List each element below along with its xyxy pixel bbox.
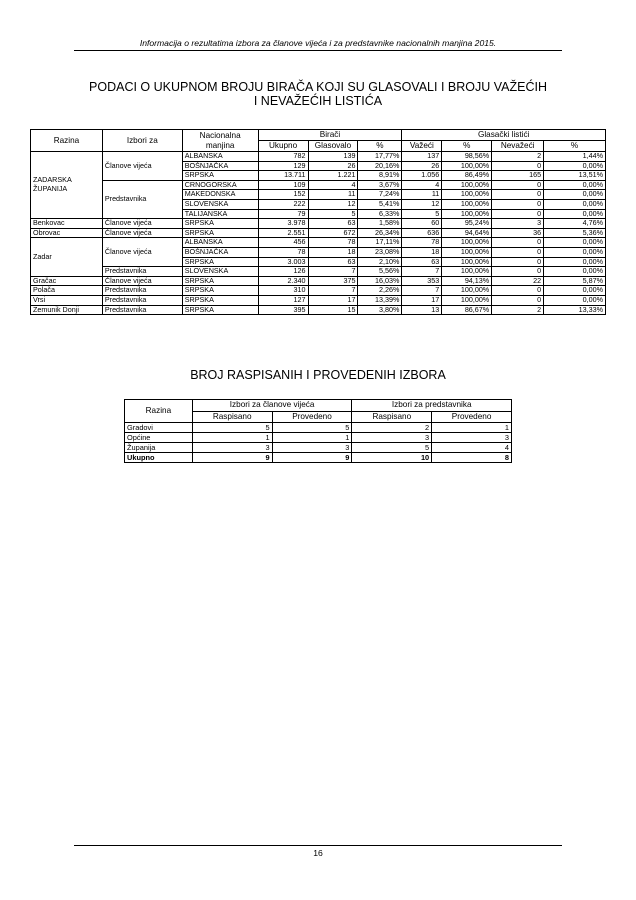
cell-vazeci: 7 bbox=[402, 286, 442, 296]
cell-vazeci: 12 bbox=[402, 199, 442, 209]
cell-nevazeci: 2 bbox=[492, 305, 544, 315]
cell-raspisano: 2 bbox=[352, 423, 432, 433]
header-clanove: Izbori za članove vijeća bbox=[192, 400, 352, 412]
cell-nevazeci-pct: 0,00% bbox=[544, 209, 606, 219]
page-header: Informacija o rezultatima izbora za članove vijeća i za predstavnike nacionalnih manjina 2015. bbox=[139, 38, 497, 48]
cell-glasovalo: 18 bbox=[308, 247, 358, 257]
cell-vazeci: 137 bbox=[402, 152, 442, 162]
cell-glasovalo: 11 bbox=[308, 190, 358, 200]
header-predstavnika: Izbori za predstavnika bbox=[352, 400, 512, 412]
cell-pct: 26,34% bbox=[358, 228, 402, 238]
cell-vazeci-pct: 100,00% bbox=[442, 267, 492, 277]
cell-razina: Općine bbox=[125, 433, 193, 443]
cell-glasovalo: 375 bbox=[308, 276, 358, 286]
cell-manjina: BOŠNJAČKA bbox=[182, 161, 258, 171]
header-izbori-za: Izbori za bbox=[102, 130, 182, 152]
cell-vazeci-pct: 100,00% bbox=[442, 295, 492, 305]
cell-glasovalo: 4 bbox=[308, 180, 358, 190]
cell-ukupno: 127 bbox=[258, 295, 308, 305]
cell-pct: 17,77% bbox=[358, 152, 402, 162]
cell-nevazeci-pct: 0,00% bbox=[544, 238, 606, 248]
cell-izbori: Predstavnika bbox=[102, 267, 182, 277]
cell-razina: Gradovi bbox=[125, 423, 193, 433]
table-row bbox=[125, 433, 512, 443]
cell-pct: 17,11% bbox=[358, 238, 402, 248]
cell-nevazeci-pct: 0,00% bbox=[544, 190, 606, 200]
cell-vazeci: 5 bbox=[402, 209, 442, 219]
cell-nevazeci: 2 bbox=[492, 152, 544, 162]
header-vazeci: Važeći bbox=[402, 141, 442, 152]
cell-izbori: Predstavnika bbox=[102, 305, 182, 315]
group-zadarska: ZADARSKA ŽUPANIJA bbox=[31, 152, 103, 219]
cell-ukupno: 109 bbox=[258, 180, 308, 190]
cell-raspisano: 9 bbox=[192, 453, 272, 463]
cell-vazeci-pct: 100,00% bbox=[442, 199, 492, 209]
group-zadar: Zadar bbox=[31, 238, 103, 276]
section1-title bbox=[40, 80, 596, 108]
cell-glasovalo: 5 bbox=[308, 209, 358, 219]
table-row bbox=[31, 305, 606, 315]
header-rule bbox=[74, 50, 562, 51]
cell-glasovalo: 139 bbox=[308, 152, 358, 162]
header-nacionalna-manjina: Nacionalna manjina bbox=[182, 130, 258, 152]
cell-provedeno: 1 bbox=[432, 423, 512, 433]
section1-title-line2: I NEVAŽEĆIH LISTIĆA bbox=[253, 94, 383, 108]
cell-manjina: SRPSKA bbox=[182, 286, 258, 296]
cell-vazeci-pct: 100,00% bbox=[442, 238, 492, 248]
cell-provedeno: 8 bbox=[432, 453, 512, 463]
cell-glasovalo: 7 bbox=[308, 286, 358, 296]
page-number: 16 bbox=[313, 848, 323, 858]
cell-manjina: CRNOGORSKA bbox=[182, 180, 258, 190]
cell-glasovalo: 78 bbox=[308, 238, 358, 248]
cell-manjina: SRPSKA bbox=[182, 228, 258, 238]
cell-provedeno: 3 bbox=[272, 443, 352, 453]
cell-vazeci: 636 bbox=[402, 228, 442, 238]
cell-razina: Benkovac bbox=[31, 219, 103, 229]
cell-ukupno: 78 bbox=[258, 247, 308, 257]
cell-ukupno: 2.551 bbox=[258, 228, 308, 238]
header-raspisano: Raspisano bbox=[192, 411, 272, 423]
cell-ukupno: 152 bbox=[258, 190, 308, 200]
cell-pct: 6,33% bbox=[358, 209, 402, 219]
header-nevazeci-pct: % bbox=[544, 141, 606, 152]
cell-manjina: SRPSKA bbox=[182, 219, 258, 229]
cell-pct: 7,24% bbox=[358, 190, 402, 200]
cell-provedeno: 9 bbox=[272, 453, 352, 463]
cell-vazeci-pct: 100,00% bbox=[442, 209, 492, 219]
cell-razina: Vrsi bbox=[31, 295, 103, 305]
cell-pct: 13,39% bbox=[358, 295, 402, 305]
cell-vazeci-pct: 94,64% bbox=[442, 228, 492, 238]
cell-nevazeci-pct: 13,33% bbox=[544, 305, 606, 315]
cell-nevazeci: 22 bbox=[492, 276, 544, 286]
cell-nevazeci: 36 bbox=[492, 228, 544, 238]
cell-razina: Obrovac bbox=[31, 228, 103, 238]
cell-glasovalo: 26 bbox=[308, 161, 358, 171]
cell-ukupno: 3.003 bbox=[258, 257, 308, 267]
group-zadar-clanove: Članove vijeća bbox=[102, 238, 182, 267]
cell-pct: 16,03% bbox=[358, 276, 402, 286]
cell-vazeci-pct: 100,00% bbox=[442, 257, 492, 267]
cell-raspisano: 3 bbox=[192, 443, 272, 453]
cell-vazeci: 26 bbox=[402, 161, 442, 171]
cell-izbori: Predstavnika bbox=[102, 286, 182, 296]
header-pct: % bbox=[358, 141, 402, 152]
cell-vazeci: 11 bbox=[402, 190, 442, 200]
cell-ukupno: 3.978 bbox=[258, 219, 308, 229]
header-raspisano: Raspisano bbox=[352, 411, 432, 423]
elections-table bbox=[124, 399, 512, 463]
cell-pct: 3,67% bbox=[358, 180, 402, 190]
cell-pct: 5,41% bbox=[358, 199, 402, 209]
cell-vazeci-pct: 100,00% bbox=[442, 247, 492, 257]
cell-nevazeci-pct: 5,36% bbox=[544, 228, 606, 238]
cell-ukupno: 395 bbox=[258, 305, 308, 315]
table-row bbox=[31, 295, 606, 305]
cell-vazeci: 13 bbox=[402, 305, 442, 315]
cell-glasovalo: 7 bbox=[308, 267, 358, 277]
cell-nevazeci-pct: 5,87% bbox=[544, 276, 606, 286]
cell-vazeci: 4 bbox=[402, 180, 442, 190]
cell-nevazeci: 0 bbox=[492, 199, 544, 209]
cell-nevazeci-pct: 1,44% bbox=[544, 152, 606, 162]
cell-pct: 1,58% bbox=[358, 219, 402, 229]
cell-vazeci-pct: 86,49% bbox=[442, 171, 492, 181]
cell-provedeno: 3 bbox=[432, 433, 512, 443]
cell-pct: 5,56% bbox=[358, 267, 402, 277]
cell-nevazeci: 0 bbox=[492, 209, 544, 219]
cell-vazeci: 78 bbox=[402, 238, 442, 248]
cell-glasovalo: 12 bbox=[308, 199, 358, 209]
section2-title: BROJ RASPISANIH I PROVEDENIH IZBORA bbox=[190, 368, 446, 382]
cell-vazeci-pct: 95,24% bbox=[442, 219, 492, 229]
cell-izbori: Članove vijeća bbox=[102, 228, 182, 238]
cell-nevazeci-pct: 0,00% bbox=[544, 247, 606, 257]
cell-pct: 3,80% bbox=[358, 305, 402, 315]
cell-nevazeci: 0 bbox=[492, 257, 544, 267]
header-provedeno: Provedeno bbox=[272, 411, 352, 423]
table-row bbox=[31, 180, 606, 190]
cell-ukupno: 126 bbox=[258, 267, 308, 277]
footer-rule bbox=[74, 845, 562, 846]
cell-nevazeci: 3 bbox=[492, 219, 544, 229]
cell-ukupno: 2.340 bbox=[258, 276, 308, 286]
cell-raspisano: 10 bbox=[352, 453, 432, 463]
cell-provedeno: 5 bbox=[272, 423, 352, 433]
cell-manjina: SRPSKA bbox=[182, 276, 258, 286]
cell-glasovalo: 63 bbox=[308, 257, 358, 267]
cell-vazeci: 17 bbox=[402, 295, 442, 305]
cell-manjina: SLOVENSKA bbox=[182, 199, 258, 209]
cell-izbori: Predstavnika bbox=[102, 295, 182, 305]
table-row bbox=[125, 443, 512, 453]
table-row bbox=[31, 238, 606, 248]
table-row bbox=[31, 228, 606, 238]
header-glasacki-listici: Glasački listići bbox=[402, 130, 606, 141]
cell-vazeci: 60 bbox=[402, 219, 442, 229]
cell-nevazeci: 0 bbox=[492, 238, 544, 248]
cell-glasovalo: 1.221 bbox=[308, 171, 358, 181]
header-glasovalo: Glasovalo bbox=[308, 141, 358, 152]
cell-vazeci-pct: 100,00% bbox=[442, 180, 492, 190]
cell-nevazeci-pct: 0,00% bbox=[544, 286, 606, 296]
cell-nevazeci: 0 bbox=[492, 161, 544, 171]
cell-ukupno: 129 bbox=[258, 161, 308, 171]
cell-provedeno: 1 bbox=[272, 433, 352, 443]
cell-raspisano: 3 bbox=[352, 433, 432, 443]
cell-nevazeci: 0 bbox=[492, 286, 544, 296]
cell-glasovalo: 17 bbox=[308, 295, 358, 305]
cell-ukupno: 456 bbox=[258, 238, 308, 248]
cell-nevazeci: 0 bbox=[492, 180, 544, 190]
cell-nevazeci: 0 bbox=[492, 295, 544, 305]
table-row bbox=[31, 267, 606, 277]
cell-pct: 2,26% bbox=[358, 286, 402, 296]
cell-nevazeci: 0 bbox=[492, 267, 544, 277]
cell-izbori: Članove vijeća bbox=[102, 219, 182, 229]
cell-pct: 2,10% bbox=[358, 257, 402, 267]
cell-razina: Gračac bbox=[31, 276, 103, 286]
header-provedeno: Provedeno bbox=[432, 411, 512, 423]
cell-vazeci-pct: 100,00% bbox=[442, 161, 492, 171]
header-razina: Razina bbox=[125, 400, 193, 423]
cell-nevazeci-pct: 13,51% bbox=[544, 171, 606, 181]
table-row bbox=[31, 152, 606, 162]
cell-manjina: ALBANSKA bbox=[182, 152, 258, 162]
cell-nevazeci-pct: 0,00% bbox=[544, 199, 606, 209]
cell-manjina: ALBANSKA bbox=[182, 238, 258, 248]
cell-nevazeci: 0 bbox=[492, 247, 544, 257]
cell-vazeci-pct: 100,00% bbox=[442, 286, 492, 296]
cell-nevazeci-pct: 0,00% bbox=[544, 295, 606, 305]
group-clanove: Članove vijeća bbox=[102, 152, 182, 181]
cell-manjina: MAKEDONSKA bbox=[182, 190, 258, 200]
cell-ukupno: 310 bbox=[258, 286, 308, 296]
header-vazeci-pct: % bbox=[442, 141, 492, 152]
cell-nevazeci-pct: 0,00% bbox=[544, 267, 606, 277]
cell-razina: Zemunik Donji bbox=[31, 305, 103, 315]
cell-pct: 8,91% bbox=[358, 171, 402, 181]
cell-izbori: Članove vijeća bbox=[102, 276, 182, 286]
table-row bbox=[125, 423, 512, 433]
cell-vazeci: 1.056 bbox=[402, 171, 442, 181]
header-ukupno: Ukupno bbox=[258, 141, 308, 152]
cell-manjina: SLOVENSKA bbox=[182, 267, 258, 277]
cell-manjina: SRPSKA bbox=[182, 305, 258, 315]
cell-nevazeci-pct: 4,76% bbox=[544, 219, 606, 229]
cell-manjina: TALIJANSKA bbox=[182, 209, 258, 219]
cell-razina: Ukupno bbox=[125, 453, 193, 463]
cell-glasovalo: 15 bbox=[308, 305, 358, 315]
cell-razina: Županija bbox=[125, 443, 193, 453]
total-row bbox=[125, 453, 512, 463]
group-predstavnika: Predstavnika bbox=[102, 180, 182, 218]
cell-manjina: SRPSKA bbox=[182, 295, 258, 305]
table-row bbox=[31, 219, 606, 229]
cell-raspisano: 5 bbox=[352, 443, 432, 453]
cell-nevazeci: 165 bbox=[492, 171, 544, 181]
section1-title-line1: PODACI O UKUPNOM BROJU BIRAČA KOJI SU GLASOVALI I BROJU VAŽEĆIH bbox=[89, 80, 547, 94]
cell-nevazeci-pct: 0,00% bbox=[544, 161, 606, 171]
cell-ukupno: 222 bbox=[258, 199, 308, 209]
cell-razina: Polača bbox=[31, 286, 103, 296]
cell-raspisano: 1 bbox=[192, 433, 272, 443]
cell-vazeci-pct: 98,56% bbox=[442, 152, 492, 162]
cell-pct: 23,08% bbox=[358, 247, 402, 257]
cell-pct: 20,16% bbox=[358, 161, 402, 171]
voters-table bbox=[30, 129, 606, 315]
cell-vazeci: 18 bbox=[402, 247, 442, 257]
cell-provedeno: 4 bbox=[432, 443, 512, 453]
cell-vazeci: 353 bbox=[402, 276, 442, 286]
cell-ukupno: 79 bbox=[258, 209, 308, 219]
cell-nevazeci-pct: 0,00% bbox=[544, 257, 606, 267]
cell-vazeci-pct: 86,67% bbox=[442, 305, 492, 315]
cell-nevazeci-pct: 0,00% bbox=[544, 180, 606, 190]
cell-vazeci: 7 bbox=[402, 267, 442, 277]
cell-raspisano: 5 bbox=[192, 423, 272, 433]
cell-nevazeci: 0 bbox=[492, 190, 544, 200]
table-row bbox=[31, 286, 606, 296]
cell-manjina: SRPSKA bbox=[182, 171, 258, 181]
cell-ukupno: 782 bbox=[258, 152, 308, 162]
cell-manjina: SRPSKA bbox=[182, 257, 258, 267]
cell-vazeci-pct: 100,00% bbox=[442, 190, 492, 200]
cell-glasovalo: 63 bbox=[308, 219, 358, 229]
header-razina: Razina bbox=[31, 130, 103, 152]
cell-vazeci-pct: 94,13% bbox=[442, 276, 492, 286]
header-biraci: Birači bbox=[258, 130, 402, 141]
cell-manjina: BOŠNJAČKA bbox=[182, 247, 258, 257]
cell-ukupno: 13.711 bbox=[258, 171, 308, 181]
cell-glasovalo: 672 bbox=[308, 228, 358, 238]
cell-vazeci: 63 bbox=[402, 257, 442, 267]
header-nevazeci: Nevažeći bbox=[492, 141, 544, 152]
